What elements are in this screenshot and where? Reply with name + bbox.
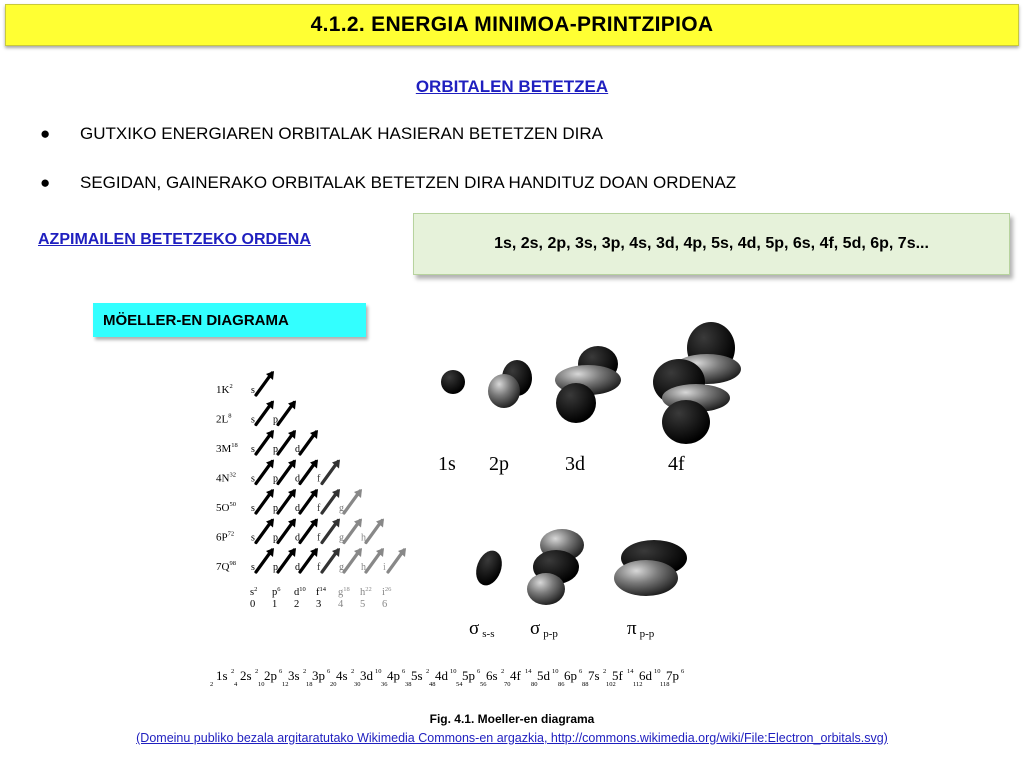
filling-total: 18 — [306, 681, 313, 688]
title-bar — [5, 4, 1019, 46]
sublevel-letter: g — [338, 587, 344, 598]
sublevel-quantum: 0 — [250, 599, 256, 610]
filling-electrons: 2 — [501, 668, 505, 675]
sublevel-quantum: 3 — [316, 599, 322, 610]
sublevel-capacity — [316, 586, 327, 598]
sublevel-quantum: 2 — [294, 599, 300, 610]
sublevel-label: g — [339, 562, 344, 573]
filling-electrons: 2 — [255, 668, 259, 675]
sublevel-label: s — [251, 562, 255, 573]
order-box — [413, 213, 1010, 275]
orbital-subscript: s-s — [482, 628, 495, 640]
shell-label — [216, 501, 236, 514]
sigma-pp-lobe — [527, 573, 565, 605]
filling-electrons: 10 — [375, 668, 382, 675]
filling-orbital: 5s — [411, 668, 423, 683]
sublevel-capacity — [294, 586, 306, 598]
bullet-icon: ● — [40, 124, 51, 143]
diagram-label: MÖELLER-EN DIAGRAMA — [93, 303, 366, 337]
section-title: ORBITALEN BETETZEA — [415, 77, 609, 96]
sublevel-label: d — [295, 503, 300, 514]
filling-total: 12 — [282, 681, 289, 688]
shell-capacity: 8 — [228, 412, 232, 420]
sublevel-label: d — [295, 562, 300, 573]
filling-electrons: 6 — [477, 668, 481, 675]
bullet-text: GUTXIKO ENERGIAREN ORBITALAK HASIERAN BETETZEN DIRA — [80, 124, 603, 143]
orbital-symbol: σ — [469, 618, 480, 639]
filling-total: 112 — [633, 681, 643, 688]
filling-total: 30 — [354, 681, 361, 688]
filling-electrons: 6 — [279, 668, 283, 675]
atomic-orbitals — [441, 322, 741, 444]
sublevel-letter: i — [382, 587, 385, 598]
sublevel-capacity — [338, 586, 350, 598]
sublevel-label: p — [273, 532, 278, 544]
order-sequence: 1s, 2s, 2p, 3s, 3p, 4s, 3d, 4p, 5s, 4d, 5p, 6s, 4f, 5d, 6p, 7s... — [494, 235, 929, 252]
sublevel-label: p — [273, 444, 278, 455]
orbital-symbol: σ — [530, 618, 541, 639]
shell-name: 7Q — [216, 561, 230, 573]
sublevel-label: s — [251, 444, 255, 455]
sublevel-capacity — [360, 586, 372, 598]
filling-orbital: 2s — [240, 668, 252, 683]
pi-pp-lobe — [614, 560, 678, 596]
filling-total: 102 — [606, 681, 616, 688]
sublevel-letter: h — [360, 587, 366, 598]
moeller-grid — [216, 371, 406, 610]
orbital-2p-lobe — [488, 374, 520, 408]
filling-electrons: 6 — [327, 668, 331, 675]
filling-orbital: 3p — [312, 668, 325, 683]
filling-electrons: 6 — [681, 668, 685, 675]
shell-label — [216, 560, 236, 573]
shell-label — [216, 413, 231, 426]
shell-capacity: 50 — [229, 501, 236, 508]
filling-total: 88 — [582, 681, 589, 688]
sublevel-label: d — [295, 444, 300, 455]
atomic-orbital-label: 1s — [438, 453, 456, 475]
filling-orbital: 7s — [588, 668, 600, 683]
filling-orbital: 4s — [336, 668, 348, 683]
shell-name: 2L — [216, 413, 229, 426]
atomic-orbital-label: 2p — [489, 453, 509, 475]
filling-total: 70 — [504, 681, 511, 688]
sublevel-label: i — [383, 562, 386, 573]
filling-total: 48 — [429, 681, 436, 688]
filling-orbital: 1s — [216, 668, 228, 683]
shell-capacity: 18 — [231, 442, 238, 449]
sublevel-max: 6 — [277, 586, 281, 593]
sublevel-letter: f — [316, 587, 320, 598]
sigma-ss-shape — [472, 547, 507, 589]
molecular-orbital-label — [469, 618, 494, 640]
sublevel-label: f — [317, 532, 321, 544]
sublevel-letter: d — [294, 587, 300, 598]
bullet-item-2 — [40, 173, 736, 193]
molecular-orbitals — [472, 529, 687, 605]
orbital-symbol: π — [627, 618, 637, 639]
sublevel-label: p — [273, 503, 278, 514]
sublevel-label: p — [273, 414, 278, 426]
order-heading: AZPIMAILEN BETETZEKO ORDENA — [38, 231, 311, 248]
shell-capacity: 98 — [229, 560, 236, 567]
filling-electrons: 10 — [654, 668, 661, 675]
sublevel-quantum: 1 — [272, 599, 278, 610]
filling-electrons: 10 — [552, 668, 559, 675]
filling-total: 20 — [330, 681, 337, 688]
shell-label — [216, 383, 233, 396]
sublevel-quantum: 6 — [382, 599, 388, 610]
atomic-labels — [438, 453, 685, 475]
bullet-icon: ● — [40, 173, 51, 192]
orbital-subscript: p-p — [543, 628, 558, 640]
sublevel-label: d — [295, 532, 300, 544]
sublevel-max: 2 — [254, 586, 258, 593]
shell-name: 1K — [216, 384, 230, 396]
sublevel-label: h — [361, 532, 366, 544]
filling-orbital: 3s — [288, 668, 300, 683]
filling-electrons: 6 — [579, 668, 583, 675]
sublevel-label: f — [317, 473, 321, 485]
molecular-labels — [469, 618, 655, 640]
filling-orbital: 4d — [435, 668, 448, 683]
sublevel-label: s — [251, 503, 255, 514]
sublevel-label: s — [251, 385, 255, 396]
filling-orbital: 7p — [666, 668, 679, 683]
sublevel-label: p — [273, 562, 278, 573]
filling-orbital: 5p — [462, 668, 475, 683]
shell-name: 5O — [216, 502, 230, 514]
filling-electrons: 2 — [426, 668, 430, 675]
shell-capacity: 32 — [229, 471, 236, 479]
filling-electrons: 2 — [231, 668, 235, 675]
filling-sequence — [210, 668, 685, 688]
sublevel-letter: p — [272, 587, 278, 598]
shell-capacity: 2 — [229, 383, 233, 390]
shell-name: 6P — [216, 531, 228, 544]
sublevel-letter: s — [250, 587, 255, 598]
filling-electrons: 14 — [525, 668, 532, 675]
moeller-figure — [210, 358, 794, 693]
filling-total: 4 — [234, 681, 238, 688]
filling-orbital: 3d — [360, 668, 373, 683]
sublevel-label: g — [339, 503, 344, 514]
sublevel-label: s — [251, 473, 255, 485]
molecular-orbital-label — [530, 618, 558, 640]
bullet-text: SEGIDAN, GAINERAKO ORBITALAK BETETZEN DIRA HANDITUZ DOAN ORDENAZ — [80, 173, 737, 192]
sublevel-max: 10 — [299, 586, 306, 593]
shell-name: 3M — [216, 443, 232, 455]
shell-capacity: 72 — [227, 530, 235, 538]
filling-electrons: 2 — [603, 668, 607, 675]
filling-total: 2 — [210, 681, 214, 688]
filling-electrons: 10 — [450, 668, 457, 675]
filling-orbital: 4p — [387, 668, 400, 683]
filling-total: 56 — [480, 681, 487, 688]
sublevel-quantum: 4 — [338, 599, 344, 610]
sublevel-label: s — [251, 532, 255, 544]
shell-name: 4N — [216, 472, 230, 485]
sublevel-quantum: 5 — [360, 599, 366, 610]
sublevel-max: 26 — [384, 586, 392, 593]
filling-total: 36 — [381, 681, 388, 688]
filling-orbital: 4f — [510, 668, 521, 683]
atomic-orbital-label: 4f — [668, 453, 685, 475]
figure-caption: Fig. 4.1. Moeller-en diagrama — [429, 712, 595, 726]
filling-orbital: 5f — [612, 668, 623, 683]
sublevel-label: p — [273, 473, 278, 485]
shell-label — [216, 442, 238, 455]
sublevel-capacity — [250, 586, 257, 598]
filling-total: 54 — [456, 681, 463, 688]
sublevel-label: f — [317, 562, 321, 573]
shell-label — [216, 531, 234, 544]
page-title: 4.1.2. ENERGIA MINIMOA-PRINTZIPIOA — [310, 13, 714, 36]
filling-total: 80 — [531, 681, 538, 688]
sublevel-max: 18 — [343, 586, 350, 593]
filling-orbital: 5d — [537, 668, 550, 683]
orbital-1s-shape — [441, 370, 465, 394]
orbital-4f-lobe — [662, 400, 710, 444]
bullet-item-1 — [40, 124, 603, 144]
orbital-3d-lobe — [556, 383, 596, 423]
sublevel-capacity — [382, 586, 392, 598]
filling-total: 38 — [405, 681, 412, 688]
filling-total: 86 — [558, 681, 565, 688]
filling-orbital: 2p — [264, 668, 277, 683]
atomic-orbital-label: 3d — [565, 453, 585, 475]
sublevel-capacity — [272, 586, 281, 598]
filling-total: 10 — [258, 681, 265, 688]
filling-electrons: 6 — [402, 668, 406, 675]
sublevel-label: g — [339, 532, 344, 544]
filling-orbital: 6d — [639, 668, 652, 683]
shell-label — [216, 472, 236, 485]
sublevel-label: d — [295, 473, 300, 485]
orbital-subscript: p-p — [639, 628, 655, 640]
sublevel-label: h — [361, 562, 366, 573]
filling-electrons: 14 — [627, 668, 634, 675]
filling-orbital: 6p — [564, 668, 577, 683]
filling-orbital: 6s — [486, 668, 498, 683]
filling-electrons: 2 — [303, 668, 307, 675]
sublevel-max: 14 — [319, 586, 326, 593]
filling-electrons: 2 — [351, 668, 355, 675]
molecular-orbital-label — [627, 618, 655, 640]
sublevel-max: 22 — [365, 586, 372, 593]
sublevel-label: s — [251, 414, 255, 426]
source-link[interactable]: (Domeinu publiko bezala argitaratutako Wikimedia Commons-en argazkia, http://commons.wikimedia.org/wiki/File:Electron_orbitals.svg) — [136, 731, 888, 745]
filling-total: 118 — [660, 681, 670, 688]
sublevel-label: f — [317, 503, 321, 514]
